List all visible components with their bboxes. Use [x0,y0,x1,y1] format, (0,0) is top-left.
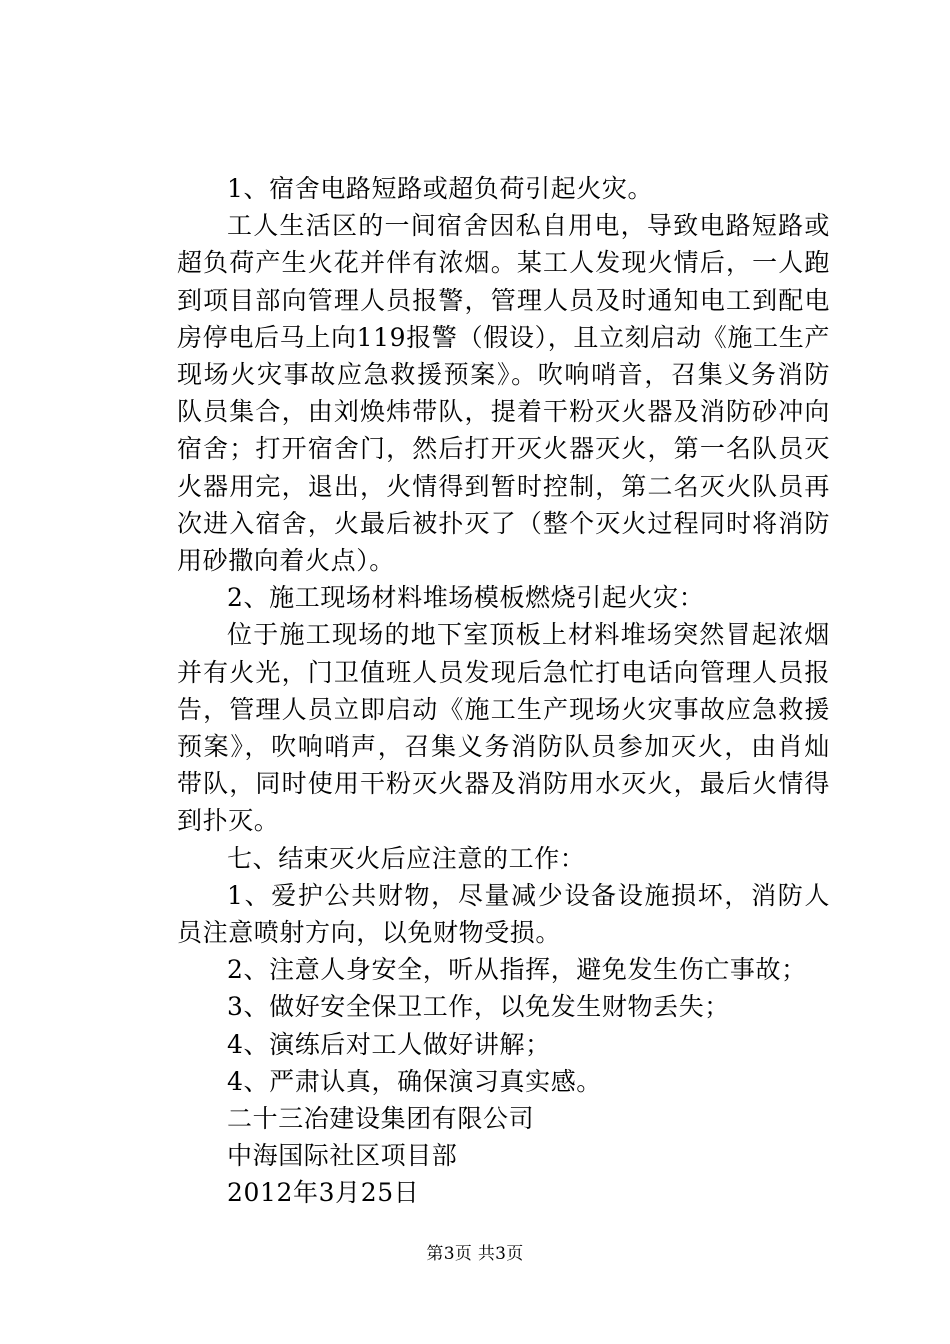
page-footer [0,1243,950,1265]
list-item-5: 4、严肃认真，确保演习真实感。 [227,1066,602,1096]
section-heading-7: 七、结束灭火后应注意的工作： [227,843,586,873]
document-body [177,170,830,1212]
list-item-3: 3、做好安全保卫工作，以免发生财物丢失； [227,992,730,1022]
signature-department: 中海国际社区项目部 [227,1141,458,1171]
page-number: 第3页 共3页 [426,1244,524,1264]
paragraph-4: 位于施工现场的地下室顶板上材料堆场突然冒起浓烟并有火光，门卫值班人员发现后急忙打电话向管理人员报告，管理人员立即启动《施工生产现场火灾事故应急救援预案》，吹响哨声，召集义务消防队员参加灭火，由肖灿带队，同时使用干粉灭火器及消防用水灭火，最后火情得到扑灭。 [177,620,830,836]
paragraph-1: 1、宿舍电路短路或超负荷引起火灾。 [227,174,654,203]
signature-company: 二十三冶建设集团有限公司 [227,1104,535,1134]
paragraph-2: 工人生活区的一间宿舍因私自用电，导致电路短路或超负荷产生火花并伴有浓烟。某工人发现火情后，一人跑到项目部向管理人员报警，管理人员及时通知电工到配电房停电后马上向119报警（假设），且立刻启动《施工生产现场火灾事故应急救援预案》。吹响哨音，召集义务消防队员集合，由刘焕炜带队，提着干粉灭火器及消防砂冲向宿舍；打开宿舍门，然后打开灭火器灭火，第一名队员灭火器用完，退出，火情得到暂时控制，第二名灭火队员再次进入宿舍，火最后被扑灭了（整个灭火过程同时将消防用砂撒向着火点）。 [177,211,830,576]
signature-date: 2012年3月25日 [227,1178,420,1208]
paragraph-3: 2、施工现场材料堆场模板燃烧引起火灾： [227,583,705,613]
list-item-1: 1、爱护公共财物，尽量减少设备设施损坏，消防人员注意喷射方向，以免财物受损。 [177,880,830,948]
list-item-2: 2、注意人身安全，听从指挥，避免发生伤亡事故； [227,955,807,985]
list-item-4: 4、演练后对工人做好讲解； [227,1029,551,1059]
